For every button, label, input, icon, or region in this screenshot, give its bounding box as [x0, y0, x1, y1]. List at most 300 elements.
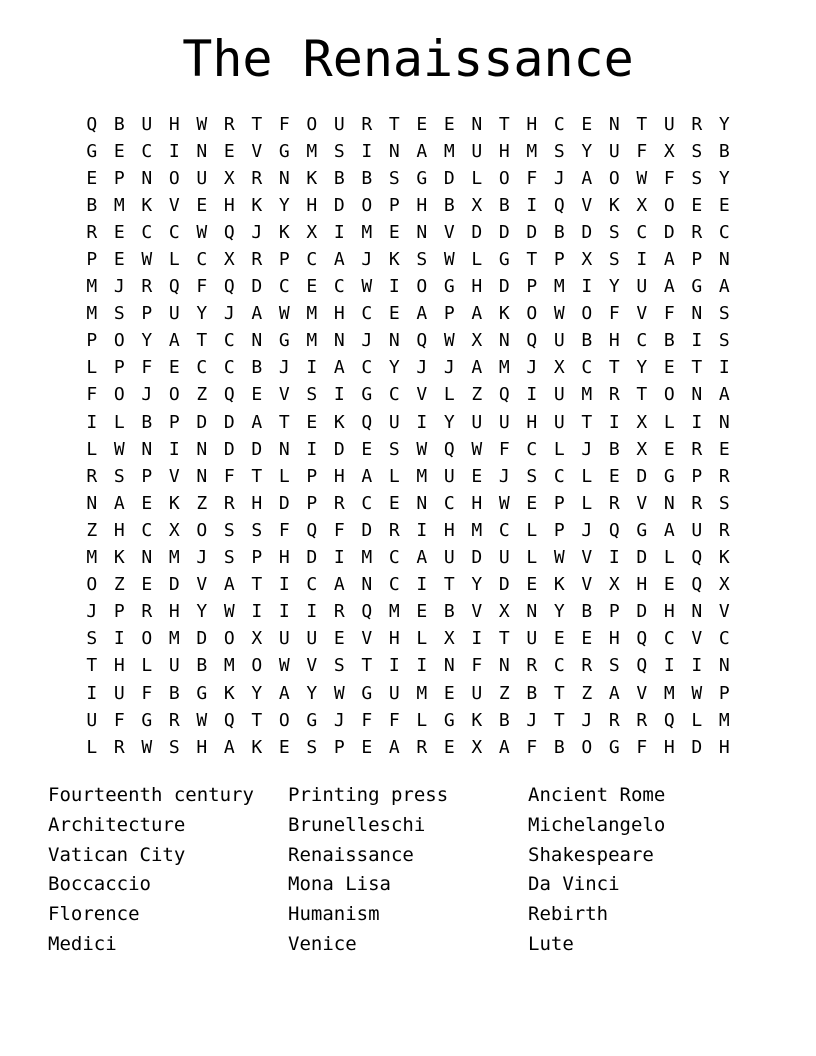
grid-cell: T	[251, 465, 263, 487]
grid-cell: R	[223, 113, 235, 135]
grid-cell: X	[581, 249, 593, 271]
grid-cell: R	[691, 113, 703, 135]
grid-cell: F	[498, 438, 510, 460]
grid-cell: R	[361, 113, 373, 135]
grid-cell: T	[498, 628, 510, 650]
grid-cell: M	[498, 357, 510, 379]
grid-cell: Y	[196, 601, 208, 623]
grid-cell: S	[416, 249, 428, 271]
grid-cell: O	[113, 384, 125, 406]
grid-cell: K	[251, 194, 263, 216]
grid-cell: F	[223, 465, 235, 487]
grid-cell: E	[443, 682, 455, 704]
grid-cell: I	[388, 276, 400, 298]
grid-cell: U	[636, 276, 648, 298]
grid-cell: V	[168, 465, 180, 487]
grid-cell: W	[196, 221, 208, 243]
grid-cell: V	[196, 574, 208, 596]
grid-cell: V	[691, 628, 703, 650]
grid-cell: Q	[361, 411, 373, 433]
grid-cell: G	[196, 682, 208, 704]
grid-cell: C	[388, 384, 400, 406]
grid-row	[78, 301, 738, 328]
grid-cell: E	[141, 492, 153, 514]
grid-cell: Y	[553, 601, 565, 623]
grid-cell: C	[553, 655, 565, 677]
grid-cell: M	[526, 140, 538, 162]
grid-cell: O	[196, 519, 208, 541]
grid-cell: Y	[306, 682, 318, 704]
grid-cell: R	[113, 736, 125, 758]
grid-cell: B	[443, 601, 455, 623]
grid-cell: Z	[498, 682, 510, 704]
grid-cell: T	[443, 574, 455, 596]
grid-cell: V	[443, 221, 455, 243]
grid-cell: L	[416, 709, 428, 731]
grid-cell: N	[196, 438, 208, 460]
grid-cell: Q	[663, 709, 675, 731]
grid-cell: Y	[636, 357, 648, 379]
grid-row	[78, 274, 738, 301]
grid-cell: Q	[223, 221, 235, 243]
grid-cell: W	[278, 655, 290, 677]
grid-cell: E	[718, 438, 730, 460]
grid-cell: G	[141, 709, 153, 731]
grid-cell: D	[443, 167, 455, 189]
grid-cell: N	[718, 411, 730, 433]
grid-cell: Y	[388, 357, 400, 379]
grid-cell: N	[361, 574, 373, 596]
grid-cell: R	[526, 655, 538, 677]
grid-cell: H	[306, 194, 318, 216]
grid-cell: C	[388, 547, 400, 569]
grid-cell: Y	[443, 411, 455, 433]
grid-cell: A	[663, 519, 675, 541]
grid-cell: I	[526, 194, 538, 216]
grid-cell: G	[86, 140, 98, 162]
grid-cell: D	[498, 221, 510, 243]
grid-cell: C	[223, 357, 235, 379]
grid-cell: D	[278, 492, 290, 514]
grid-cell: O	[113, 330, 125, 352]
grid-cell: J	[581, 709, 593, 731]
grid-cell: R	[333, 601, 345, 623]
word-list-item: Vatican City	[48, 843, 186, 866]
grid-cell: E	[581, 628, 593, 650]
grid-cell: J	[581, 438, 593, 460]
grid-row	[78, 653, 738, 680]
grid-cell: U	[553, 384, 565, 406]
grid-cell: T	[251, 574, 263, 596]
grid-cell: O	[581, 736, 593, 758]
grid-row	[78, 436, 738, 463]
grid-cell: E	[361, 438, 373, 460]
grid-cell: O	[526, 303, 538, 325]
grid-row	[78, 572, 738, 599]
word-list-item: Da Vinci	[528, 873, 620, 896]
grid-cell: N	[526, 601, 538, 623]
grid-cell: T	[581, 411, 593, 433]
grid-cell: A	[113, 492, 125, 514]
grid-cell: J	[526, 357, 538, 379]
grid-cell: F	[526, 736, 538, 758]
grid-cell: E	[663, 438, 675, 460]
grid-cell: Q	[223, 709, 235, 731]
grid-cell: S	[388, 167, 400, 189]
grid-cell: P	[526, 276, 538, 298]
grid-cell: I	[663, 655, 675, 677]
grid-cell: P	[168, 411, 180, 433]
grid-cell: T	[251, 709, 263, 731]
grid-cell: U	[113, 682, 125, 704]
grid-cell: S	[306, 736, 318, 758]
word-list-item: Rebirth	[528, 903, 609, 926]
grid-cell: U	[498, 411, 510, 433]
grid-cell: M	[416, 465, 428, 487]
grid-cell: K	[141, 194, 153, 216]
grid-cell: W	[471, 438, 483, 460]
grid-cell: B	[443, 194, 455, 216]
grid-cell: P	[388, 194, 400, 216]
grid-cell: D	[691, 736, 703, 758]
grid-cell: X	[553, 357, 565, 379]
grid-cell: V	[278, 384, 290, 406]
grid-cell: I	[251, 601, 263, 623]
grid-cell: I	[278, 601, 290, 623]
grid-cell: N	[333, 330, 345, 352]
grid-cell: U	[86, 709, 98, 731]
grid-cell: H	[608, 628, 620, 650]
grid-cell: A	[416, 140, 428, 162]
grid-cell: L	[113, 411, 125, 433]
grid-cell: S	[86, 628, 98, 650]
grid-cell: D	[498, 276, 510, 298]
grid-cell: I	[608, 547, 620, 569]
grid-cell: L	[526, 519, 538, 541]
grid-cell: D	[636, 465, 648, 487]
grid-cell: U	[526, 628, 538, 650]
grid-cell: I	[113, 628, 125, 650]
grid-cell: R	[86, 465, 98, 487]
word-search-grid	[78, 111, 738, 761]
grid-cell: I	[718, 357, 730, 379]
grid-cell: F	[86, 384, 98, 406]
grid-cell: S	[608, 249, 620, 271]
grid-cell: O	[141, 628, 153, 650]
grid-row	[78, 219, 738, 246]
grid-cell: I	[691, 655, 703, 677]
grid-cell: C	[581, 357, 593, 379]
grid-cell: P	[691, 249, 703, 271]
grid-cell: A	[416, 547, 428, 569]
grid-cell: M	[168, 547, 180, 569]
grid-row	[78, 707, 738, 734]
grid-cell: A	[718, 276, 730, 298]
grid-cell: F	[388, 709, 400, 731]
grid-cell: B	[196, 655, 208, 677]
grid-cell: D	[196, 411, 208, 433]
grid-cell: N	[141, 438, 153, 460]
grid-cell: B	[168, 682, 180, 704]
grid-cell: W	[553, 303, 565, 325]
grid-cell: G	[443, 276, 455, 298]
grid-cell: X	[306, 221, 318, 243]
grid-cell: F	[141, 357, 153, 379]
grid-cell: L	[526, 547, 538, 569]
grid-cell: R	[223, 492, 235, 514]
grid-cell: K	[113, 547, 125, 569]
grid-cell: W	[196, 709, 208, 731]
grid-cell: N	[471, 113, 483, 135]
grid-cell: B	[526, 682, 538, 704]
grid-cell: A	[251, 303, 263, 325]
grid-cell: U	[443, 547, 455, 569]
grid-cell: U	[168, 303, 180, 325]
grid-cell: V	[581, 574, 593, 596]
grid-cell: C	[223, 330, 235, 352]
grid-cell: H	[388, 628, 400, 650]
grid-cell: Q	[526, 330, 538, 352]
grid-cell: M	[86, 276, 98, 298]
grid-cell: Q	[691, 547, 703, 569]
grid-cell: A	[333, 357, 345, 379]
grid-row	[78, 165, 738, 192]
grid-cell: V	[636, 682, 648, 704]
grid-row	[78, 626, 738, 653]
grid-cell: K	[333, 411, 345, 433]
grid-cell: M	[306, 140, 318, 162]
grid-cell: J	[361, 249, 373, 271]
grid-cell: I	[333, 384, 345, 406]
grid-cell: C	[553, 113, 565, 135]
grid-cell: N	[388, 330, 400, 352]
grid-cell: T	[278, 411, 290, 433]
grid-cell: K	[553, 574, 565, 596]
grid-cell: C	[498, 519, 510, 541]
grid-cell: T	[498, 113, 510, 135]
grid-cell: D	[306, 547, 318, 569]
grid-cell: P	[113, 167, 125, 189]
grid-cell: U	[196, 167, 208, 189]
grid-cell: F	[196, 276, 208, 298]
grid-cell: K	[608, 194, 620, 216]
grid-cell: C	[141, 140, 153, 162]
grid-cell: M	[361, 547, 373, 569]
word-list-item: Renaissance	[288, 843, 414, 866]
grid-cell: E	[416, 601, 428, 623]
grid-cell: F	[608, 303, 620, 325]
grid-cell: A	[663, 249, 675, 271]
grid-cell: T	[388, 113, 400, 135]
grid-cell: O	[168, 384, 180, 406]
grid-cell: N	[498, 330, 510, 352]
grid-cell: L	[443, 384, 455, 406]
grid-cell: A	[333, 249, 345, 271]
grid-cell: J	[361, 330, 373, 352]
grid-cell: P	[718, 682, 730, 704]
grid-cell: S	[251, 519, 263, 541]
grid-cell: I	[168, 140, 180, 162]
grid-row	[78, 246, 738, 273]
grid-cell: N	[691, 601, 703, 623]
grid-cell: R	[168, 709, 180, 731]
grid-cell: B	[113, 113, 125, 135]
grid-cell: I	[86, 682, 98, 704]
grid-cell: P	[306, 492, 318, 514]
grid-cell: G	[663, 465, 675, 487]
grid-cell: F	[361, 709, 373, 731]
grid-cell: N	[718, 655, 730, 677]
grid-cell: L	[663, 547, 675, 569]
grid-cell: D	[636, 547, 648, 569]
grid-cell: I	[416, 519, 428, 541]
grid-cell: H	[498, 140, 510, 162]
grid-cell: I	[306, 357, 318, 379]
grid-cell: E	[306, 276, 318, 298]
grid-cell: S	[718, 330, 730, 352]
grid-cell: M	[581, 384, 593, 406]
grid-cell: I	[86, 411, 98, 433]
grid-cell: L	[86, 357, 98, 379]
grid-cell: Q	[498, 384, 510, 406]
grid-cell: N	[86, 492, 98, 514]
grid-cell: E	[526, 492, 538, 514]
grid-cell: N	[718, 249, 730, 271]
grid-cell: Z	[581, 682, 593, 704]
grid-cell: G	[278, 140, 290, 162]
grid-cell: W	[443, 249, 455, 271]
grid-cell: N	[608, 113, 620, 135]
grid-cell: E	[113, 140, 125, 162]
grid-cell: Y	[471, 574, 483, 596]
grid-cell: P	[86, 330, 98, 352]
grid-cell: E	[113, 249, 125, 271]
grid-cell: E	[388, 221, 400, 243]
grid-cell: Q	[608, 519, 620, 541]
grid-cell: N	[251, 330, 263, 352]
grid-cell: Y	[718, 167, 730, 189]
grid-cell: W	[443, 330, 455, 352]
grid-cell: C	[443, 492, 455, 514]
grid-cell: S	[691, 167, 703, 189]
grid-cell: R	[581, 655, 593, 677]
grid-cell: J	[141, 384, 153, 406]
grid-cell: N	[663, 492, 675, 514]
grid-cell: U	[388, 411, 400, 433]
grid-cell: G	[691, 276, 703, 298]
grid-cell: H	[471, 492, 483, 514]
word-list-item: Michelangelo	[528, 813, 666, 836]
grid-cell: I	[416, 655, 428, 677]
grid-cell: N	[196, 140, 208, 162]
grid-cell: P	[553, 492, 565, 514]
grid-cell: B	[608, 438, 620, 460]
grid-cell: T	[86, 655, 98, 677]
grid-cell: D	[471, 221, 483, 243]
grid-cell: X	[636, 194, 648, 216]
grid-cell: R	[141, 601, 153, 623]
grid-cell: R	[608, 492, 620, 514]
grid-cell: U	[333, 113, 345, 135]
grid-cell: D	[168, 574, 180, 596]
grid-cell: M	[86, 303, 98, 325]
grid-cell: N	[388, 140, 400, 162]
grid-cell: M	[306, 330, 318, 352]
grid-cell: A	[498, 736, 510, 758]
grid-cell: K	[223, 682, 235, 704]
grid-cell: I	[306, 601, 318, 623]
grid-cell: E	[306, 411, 318, 433]
grid-cell: M	[223, 655, 235, 677]
grid-cell: V	[581, 194, 593, 216]
grid-cell: M	[471, 519, 483, 541]
grid-cell: E	[581, 113, 593, 135]
grid-cell: N	[498, 655, 510, 677]
grid-cell: E	[251, 384, 263, 406]
grid-row	[78, 138, 738, 165]
grid-cell: A	[278, 682, 290, 704]
grid-cell: D	[663, 221, 675, 243]
grid-cell: V	[306, 655, 318, 677]
word-list-item: Printing press	[288, 784, 449, 806]
grid-cell: M	[663, 682, 675, 704]
grid-cell: W	[278, 303, 290, 325]
grid-cell: H	[333, 465, 345, 487]
grid-cell: U	[471, 682, 483, 704]
grid-cell: W	[691, 682, 703, 704]
grid-cell: E	[443, 113, 455, 135]
grid-cell: F	[526, 167, 538, 189]
grid-cell: F	[663, 303, 675, 325]
grid-cell: M	[306, 303, 318, 325]
grid-cell: E	[141, 574, 153, 596]
grid-cell: P	[306, 465, 318, 487]
grid-cell: T	[636, 113, 648, 135]
grid-cell: Y	[278, 194, 290, 216]
grid-cell: R	[718, 519, 730, 541]
grid-cell: D	[333, 194, 345, 216]
grid-row	[78, 111, 738, 138]
grid-cell: T	[636, 384, 648, 406]
grid-cell: N	[416, 492, 428, 514]
grid-cell: F	[113, 709, 125, 731]
grid-cell: S	[526, 465, 538, 487]
grid-cell: B	[663, 330, 675, 352]
grid-cell: T	[361, 655, 373, 677]
grid-cell: Y	[718, 113, 730, 135]
grid-cell: F	[471, 655, 483, 677]
grid-cell: J	[333, 709, 345, 731]
grid-cell: C	[636, 330, 648, 352]
grid-cell: G	[306, 709, 318, 731]
grid-cell: E	[388, 303, 400, 325]
grid-cell: W	[416, 438, 428, 460]
grid-cell: S	[306, 384, 318, 406]
grid-cell: W	[636, 167, 648, 189]
grid-cell: V	[416, 384, 428, 406]
grid-cell: K	[718, 547, 730, 569]
grid-cell: R	[388, 519, 400, 541]
grid-cell: O	[416, 276, 428, 298]
grid-cell: A	[251, 411, 263, 433]
grid-row	[78, 328, 738, 355]
grid-cell: N	[278, 438, 290, 460]
grid-cell: Z	[471, 384, 483, 406]
grid-cell: E	[168, 357, 180, 379]
grid-cell: U	[388, 682, 400, 704]
grid-cell: L	[471, 249, 483, 271]
grid-cell: H	[663, 736, 675, 758]
